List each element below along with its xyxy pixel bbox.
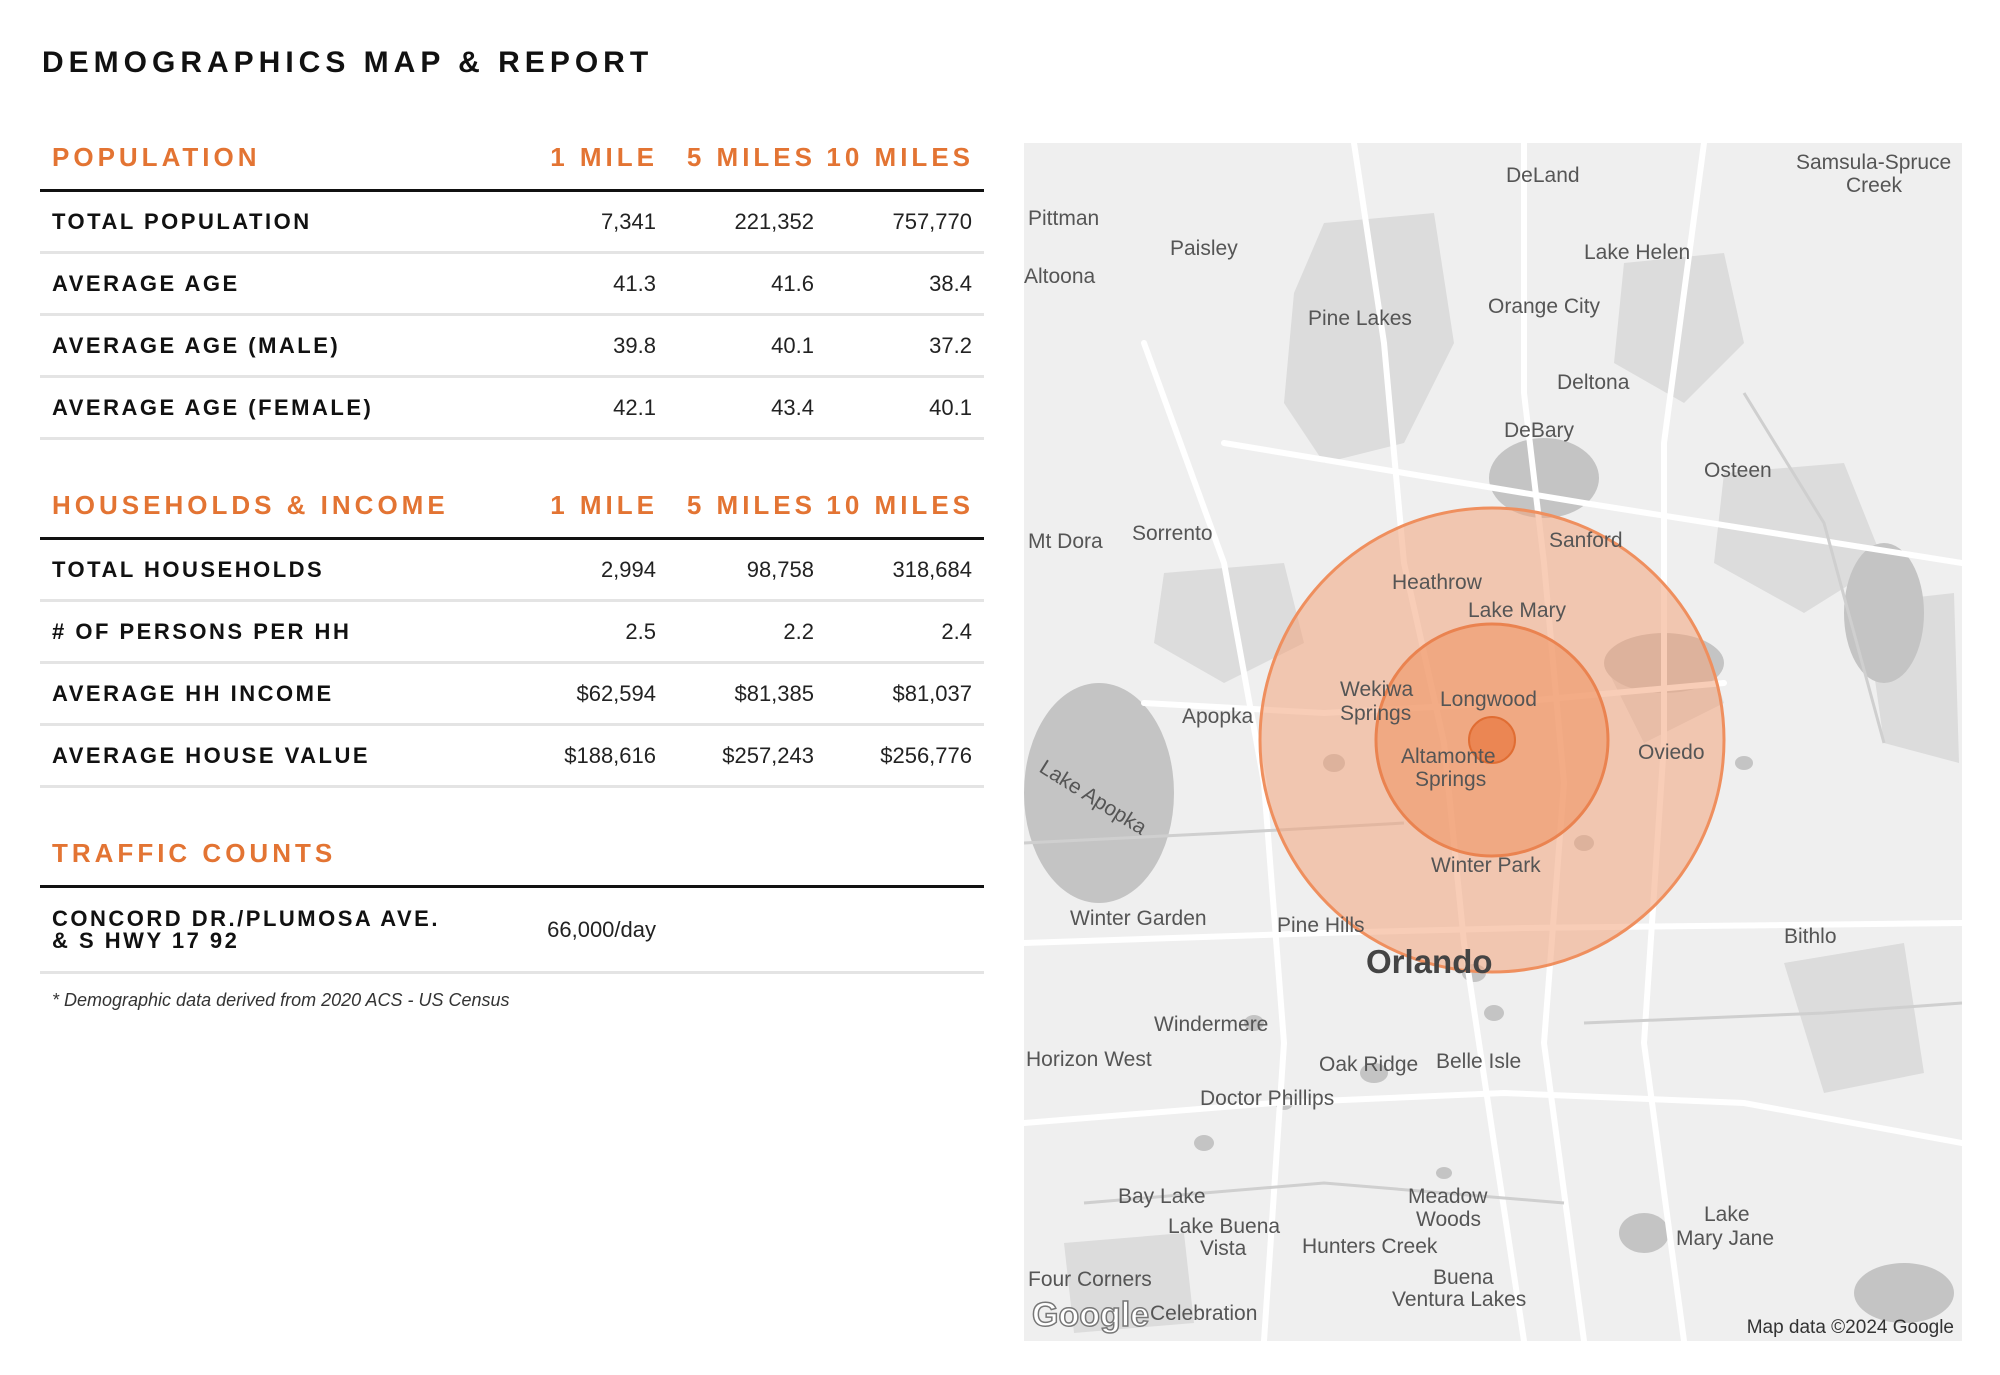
place-label: Woods xyxy=(1416,1208,1481,1231)
place-label: Winter Garden xyxy=(1070,907,1207,930)
place-label: Pittman xyxy=(1028,207,1100,230)
cell-1-mile: 7,341 xyxy=(600,208,656,234)
place-label: Belle Isle xyxy=(1436,1050,1522,1073)
cell-5-miles: $257,243 xyxy=(722,742,814,768)
households-section xyxy=(40,478,984,788)
col-5-miles: 5 MILES xyxy=(686,490,816,520)
place-label: Longwood xyxy=(1440,688,1537,711)
traffic-header xyxy=(40,826,984,888)
row-label: AVERAGE AGE xyxy=(52,270,240,296)
place-label: Bay Lake xyxy=(1118,1185,1206,1208)
place-label: Heathrow xyxy=(1392,571,1482,594)
place-label: Lake Buena xyxy=(1168,1215,1281,1238)
col-1-mile: 1 MILE xyxy=(550,490,658,520)
page-title: DEMOGRAPHICS MAP & REPORT xyxy=(42,46,654,79)
place-label: Sanford xyxy=(1549,529,1623,552)
cell-10-miles: 2.4 xyxy=(941,618,972,644)
place-label: Deltona xyxy=(1557,371,1630,394)
place-label: Springs xyxy=(1415,768,1487,791)
map-attribution: Map data ©2024 Google xyxy=(1746,1317,1954,1338)
table-row xyxy=(40,602,984,664)
population-section xyxy=(40,130,984,440)
row-label: AVERAGE HH INCOME xyxy=(52,680,334,706)
place-label: Orange City xyxy=(1488,295,1601,318)
table-row xyxy=(40,540,984,602)
map-canvas[interactable] xyxy=(1024,143,1962,1341)
place-label: Doctor Phillips xyxy=(1200,1087,1335,1110)
radius-rings xyxy=(1260,508,1724,972)
cell-1-mile: 39.8 xyxy=(613,332,656,358)
place-label: Vista xyxy=(1200,1237,1247,1260)
place-label: Apopka xyxy=(1182,705,1254,728)
col-1-mile: 1 MILE xyxy=(550,142,658,172)
cell-5-miles: 41.6 xyxy=(771,270,814,296)
row-label-line-1: CONCORD DR./PLUMOSA AVE. xyxy=(52,905,440,931)
place-label: Oviedo xyxy=(1638,741,1705,764)
place-label: Paisley xyxy=(1170,237,1238,260)
population-header xyxy=(40,130,984,192)
cell-1-mile: 41.3 xyxy=(613,270,656,296)
cell-5-miles: 2.2 xyxy=(783,618,814,644)
row-label-line-2: & S HWY 17 92 xyxy=(52,927,240,953)
cell-10-miles: 40.1 xyxy=(929,394,972,420)
place-label: Samsula-Spruce xyxy=(1796,151,1952,174)
place-label: Four Corners xyxy=(1028,1268,1152,1291)
google-logo: Google xyxy=(1032,1296,1150,1334)
cell-5-miles: 43.4 xyxy=(771,394,814,420)
place-label: Lake Helen xyxy=(1584,241,1691,264)
place-label: Altamonte xyxy=(1401,745,1496,768)
row-label: # OF PERSONS PER HH xyxy=(52,618,352,644)
col-10-miles: 10 MILES xyxy=(826,490,974,520)
table-row xyxy=(40,888,984,974)
row-label xyxy=(40,905,510,953)
cell-10-miles: $81,037 xyxy=(892,680,972,706)
traffic-heading: TRAFFIC COUNTS xyxy=(52,838,337,868)
cell-10-miles: 318,684 xyxy=(892,556,972,582)
row-label: TOTAL HOUSEHOLDS xyxy=(52,556,325,582)
traffic-count-value: 66,000/day xyxy=(547,916,656,942)
table-row xyxy=(40,378,984,440)
cell-1-mile: 2,994 xyxy=(600,556,656,582)
cell-5-miles: 40.1 xyxy=(771,332,814,358)
place-label: Lake xyxy=(1704,1203,1750,1226)
col-10-miles: 10 MILES xyxy=(826,142,974,172)
cell-5-miles: 98,758 xyxy=(746,556,814,582)
place-label: Mary Jane xyxy=(1676,1227,1775,1250)
cell-10-miles: 37.2 xyxy=(929,332,972,358)
place-label: Pine Hills xyxy=(1277,914,1365,937)
row-label: AVERAGE AGE (FEMALE) xyxy=(52,394,374,420)
population-heading: POPULATION xyxy=(52,142,261,172)
row-label: TOTAL POPULATION xyxy=(52,208,312,234)
place-label: Windermere xyxy=(1154,1013,1269,1036)
place-label: Osteen xyxy=(1704,459,1772,482)
table-row xyxy=(40,664,984,726)
table-row xyxy=(40,316,984,378)
row-label: AVERAGE AGE (MALE) xyxy=(52,332,341,358)
place-label: Bithlo xyxy=(1784,925,1837,948)
footnote: * Demographic data derived from 2020 ACS - US Census xyxy=(52,990,510,1010)
radius-map[interactable] xyxy=(1024,143,1962,1341)
cell-10-miles: 38.4 xyxy=(929,270,972,296)
cell-10-miles: 757,770 xyxy=(892,208,972,234)
demographics-tables xyxy=(40,130,984,1011)
place-label: Lake Apopka xyxy=(1035,755,1151,840)
place-label: Hunters Creek xyxy=(1302,1235,1438,1258)
place-label: Oak Ridge xyxy=(1319,1053,1419,1076)
cell-1-mile: $62,594 xyxy=(576,680,656,706)
place-label: Celebration xyxy=(1150,1302,1258,1325)
cell-1-mile: 42.1 xyxy=(613,394,656,420)
row-label: AVERAGE HOUSE VALUE xyxy=(52,742,371,768)
place-label: Wekiwa xyxy=(1340,678,1414,701)
place-label: Horizon West xyxy=(1026,1048,1152,1071)
col-5-miles: 5 MILES xyxy=(686,142,816,172)
place-label: Meadow xyxy=(1408,1185,1488,1208)
place-label: Creek xyxy=(1846,174,1903,197)
place-label: Springs xyxy=(1340,702,1412,725)
households-header xyxy=(40,478,984,540)
table-row xyxy=(40,726,984,788)
place-label: Ventura Lakes xyxy=(1392,1288,1527,1311)
place-label: Sorrento xyxy=(1132,522,1213,545)
traffic-section xyxy=(40,826,984,1011)
cell-1-mile: 2.5 xyxy=(625,618,656,644)
cell-5-miles: 221,352 xyxy=(734,208,814,234)
place-label: Altoona xyxy=(1024,265,1096,288)
place-label: Mt Dora xyxy=(1028,530,1103,553)
place-label: DeBary xyxy=(1504,419,1575,442)
place-label: DeLand xyxy=(1506,164,1580,187)
place-label: Lake Mary xyxy=(1468,599,1567,622)
place-label: Pine Lakes xyxy=(1308,307,1412,330)
cell-5-miles: $81,385 xyxy=(734,680,814,706)
cell-10-miles: $256,776 xyxy=(880,742,972,768)
place-label: Orlando xyxy=(1366,943,1493,980)
households-heading: HOUSEHOLDS & INCOME xyxy=(52,490,449,520)
place-label: Buena xyxy=(1433,1266,1494,1289)
table-row xyxy=(40,254,984,316)
table-row xyxy=(40,192,984,254)
place-label: Winter Park xyxy=(1431,854,1541,877)
cell-1-mile: $188,616 xyxy=(564,742,656,768)
